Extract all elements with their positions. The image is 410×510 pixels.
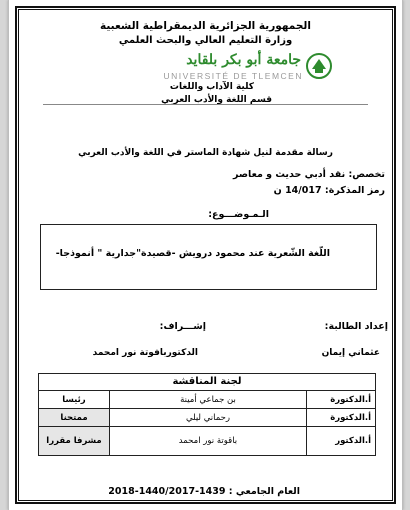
specialty-value: نقد أدبي حديث و معاصر: [232, 169, 346, 180]
jury-role: مشرفا مقررا: [39, 427, 110, 456]
thesis-code-line: [274, 186, 385, 197]
jury-name: بن جماعي أمينة: [110, 391, 307, 409]
logo-french-text: UNIVERSITÉ DE TLEMCEN: [163, 71, 303, 81]
jury-name: رحماني ليلي: [110, 409, 307, 427]
student-name: عثماني إيمان: [321, 348, 380, 358]
supervisor-name: الدكتوربافوتة نور امحمد: [92, 348, 198, 358]
code-label: رمز المذكرة:: [324, 185, 385, 196]
specialty-line: [233, 170, 385, 181]
republic-heading: الجمهورية الجزائرية الديمقراطية الشعبية: [100, 20, 311, 32]
jury-table: [38, 390, 376, 456]
university-emblem-icon: [305, 52, 333, 80]
ministry-heading: وزارة التعليم العالي والبحث العلمي: [118, 35, 293, 46]
subject-box: [40, 224, 377, 290]
faculty-name: كلية الآداب واللغات: [169, 82, 254, 92]
specialty-label: تخصص:: [348, 169, 385, 180]
jury-name: باقوتة نور امحمد: [110, 427, 307, 456]
header-divider: [43, 104, 368, 105]
subject-title: اللّغة الشّعرية عند محمود درويش -قصيدة"جدارية " أنموذجا-: [55, 248, 330, 259]
jury-row: [39, 409, 376, 427]
jury-rank: أ.الدكتورة: [307, 409, 376, 427]
subject-label: الـمـوضـــوع:: [208, 209, 269, 220]
thesis-purpose: رسالة مقدمة لنيل شهادة الماستر في اللغة والأدب العربي: [78, 148, 333, 158]
logo-arabic-text: جامعة أبو بكر بلقايد: [186, 52, 301, 68]
jury-role: ممتحنا: [39, 409, 110, 427]
jury-role: رئيسا: [39, 391, 110, 409]
jury-rank: أ.الدكتورة: [307, 391, 376, 409]
jury-row: [39, 427, 376, 456]
supervision-label: إشـــراف:: [159, 321, 206, 332]
code-value: 14/017 ن: [273, 185, 322, 196]
jury-title: لجنة المناقشة: [38, 373, 376, 391]
department-name: قسم اللغة والأدب العربي: [161, 95, 272, 105]
jury-row: [39, 391, 376, 409]
student-label: إعداد الطالبة:: [324, 321, 388, 332]
document-page: [8, 0, 403, 510]
jury-rank: أ.الدكتور: [307, 427, 376, 456]
academic-year: العام الجامعي : 1439-1440/2017-2018: [108, 486, 300, 497]
